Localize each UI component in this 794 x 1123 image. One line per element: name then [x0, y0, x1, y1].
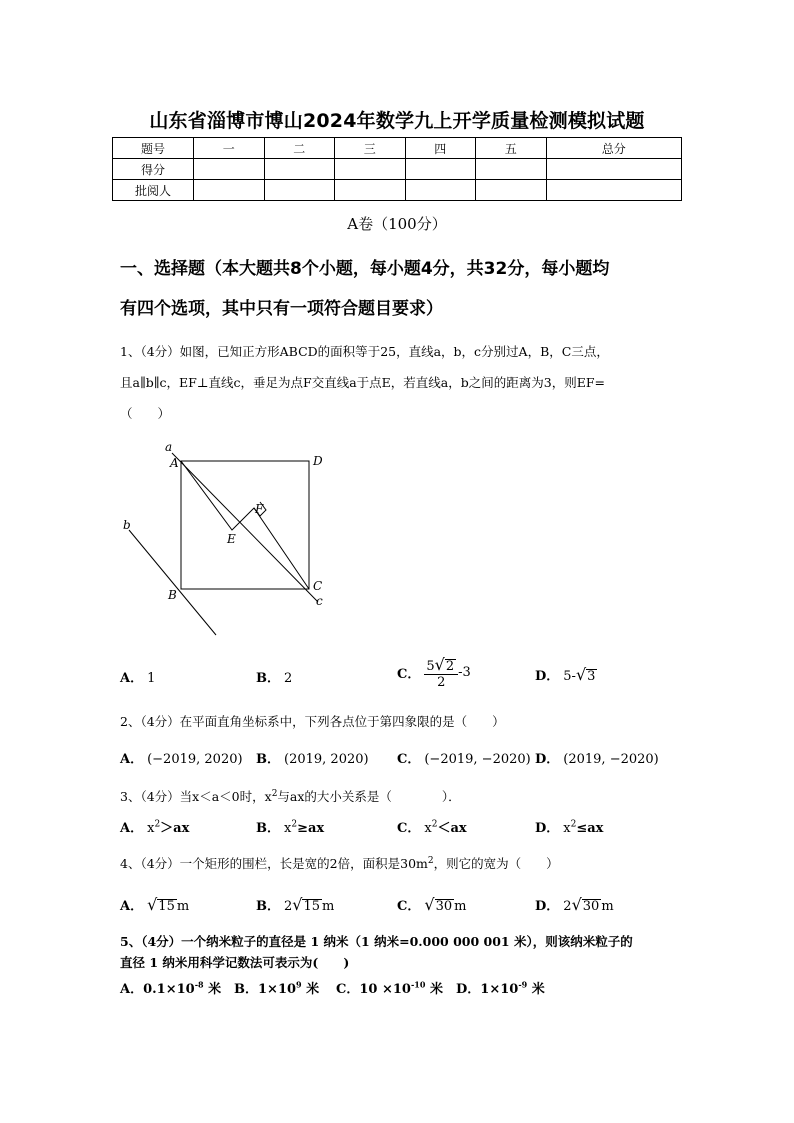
option-label: A．	[120, 671, 144, 686]
option-d[interactable]: D． 5-√3	[535, 665, 596, 684]
option-c[interactable]: C． √30 m	[397, 895, 467, 914]
option-label: C．	[336, 982, 360, 997]
option-tail: -3	[458, 665, 471, 680]
option-a[interactable]	[120, 748, 243, 767]
option-d[interactable]	[535, 748, 659, 767]
option-label: B．	[256, 899, 280, 914]
table-cell: 四	[405, 138, 476, 159]
option-label: B．	[256, 821, 280, 836]
option-c[interactable]	[397, 655, 471, 690]
question-1-blank: （ ）	[120, 406, 171, 421]
option-d[interactable]: D．$1\times 10^{-9}$ 米	[456, 979, 545, 997]
table-cell: 三	[335, 138, 406, 159]
option-b[interactable]: B． $x^2\ge ax$	[256, 819, 325, 836]
square-abcd	[181, 461, 309, 589]
option-label: B．	[256, 752, 280, 767]
option-value: 1	[147, 671, 156, 686]
option-value: 2	[284, 671, 293, 686]
option-c[interactable]	[397, 748, 531, 767]
label-E: E	[227, 532, 236, 546]
question-5-text: 5、（4分）一个纳米粒子的直径是 1 纳米（1 纳米=0.000 000 001 米），则该纳米粒子的	[120, 934, 633, 949]
option-label: D．	[535, 899, 560, 914]
option-b[interactable]	[256, 748, 369, 767]
option-value: (−2019, −2020)	[424, 752, 531, 767]
fraction: $\frac{5√2}{2}$	[424, 655, 458, 690]
option-a[interactable]: A．$0.1\times 10^{-8}$ 米	[120, 979, 222, 997]
option-label: C．	[397, 821, 421, 836]
option-b[interactable]: B．$1\times 10^9$ 米	[234, 979, 320, 997]
table-cell: 五	[476, 138, 547, 159]
part-heading: 一、选择题（本大题共8个小题，每小题4分，共32分，每小题均	[120, 259, 610, 279]
score-table	[112, 137, 682, 201]
line-b	[129, 530, 216, 635]
option-a[interactable]: A． √15 m	[120, 895, 190, 914]
question-4-text: 4、（4分）一个矩形的围栏，长是宽的2倍，面积是$30m^2$，则它的宽为（ ）	[120, 855, 559, 871]
option-c[interactable]: C． $x^2<ax$	[397, 819, 467, 836]
option-label: C．	[397, 899, 421, 914]
option-label: A．	[120, 982, 144, 997]
table-row	[113, 159, 682, 180]
table-row	[113, 180, 682, 201]
label-b: b	[123, 518, 131, 532]
table-row	[113, 138, 682, 159]
table-cell: 总分	[546, 138, 682, 159]
option-d[interactable]: D． 2√30 m	[535, 895, 614, 914]
option-label: B．	[256, 671, 280, 686]
option-label: C．	[397, 667, 421, 682]
option-value: (−2019, 2020)	[147, 752, 243, 767]
option-label: D．	[535, 669, 560, 684]
radicand: 2	[445, 659, 455, 674]
question-1-text-cont: 且a∥b∥c，EF⊥直线c，垂足为点F交直线a于点E，若直线a，b之间的距离为3，则EF=	[120, 375, 605, 390]
square-figure	[115, 436, 345, 641]
option-label: C．	[397, 752, 421, 767]
table-cell: 批阅人	[113, 180, 194, 201]
label-F: F	[255, 502, 264, 516]
part-heading-cont: 有四个选项，其中只有一项符合题目要求）	[120, 299, 443, 319]
question-2-text: 2、（4分）在平面直角坐标系中，下列各点位于第四象限的是（ ）	[120, 714, 505, 729]
label-B: B	[168, 588, 177, 602]
label-a: a	[165, 440, 173, 454]
label-C: C	[313, 579, 323, 593]
label-D: D	[313, 454, 323, 468]
table-cell: 二	[264, 138, 335, 159]
question-1-text: 1、（4分）如图，已知正方形ABCD的面积等于25，直线a，b，c分别过A，B，C三点，	[120, 344, 609, 359]
option-d[interactable]: D． $x^2\le ax$	[535, 819, 604, 836]
option-a[interactable]: A． $x^2>ax$	[120, 819, 190, 836]
label-A: A	[170, 456, 179, 470]
option-value: (2019, −2020)	[563, 752, 659, 767]
table-cell: 得分	[113, 159, 194, 180]
option-label: A．	[120, 821, 144, 836]
line-a	[172, 453, 318, 602]
option-b[interactable]: B． 2√15 m	[256, 895, 335, 914]
option-label: B．	[234, 982, 258, 997]
question-5-text-cont: 直径 1 纳米用科学记数法可表示为( )	[120, 955, 350, 970]
option-c[interactable]: C．$10 \times 10^{-10}$ 米	[336, 979, 443, 997]
option-a[interactable]	[120, 667, 155, 686]
table-cell: 题号	[113, 138, 194, 159]
option-b[interactable]	[256, 667, 292, 686]
table-cell: 一	[194, 138, 265, 159]
option-label: D．	[535, 752, 560, 767]
radicand: 3	[587, 669, 596, 684]
segment-e-f	[181, 461, 309, 589]
option-label: A．	[120, 752, 144, 767]
label-c: c	[316, 594, 323, 608]
option-label: D．	[535, 821, 560, 836]
option-label: D．	[456, 982, 481, 997]
option-label: A．	[120, 899, 144, 914]
option-value: (2019, 2020)	[284, 752, 369, 767]
question-3-text: 3、（4分）当x＜a＜0时，$x^2$与ax的大小关系是（ ）．	[120, 788, 461, 804]
page-title: 山东省淄博市博山2024年数学九上开学质量检测模拟试题	[149, 110, 645, 132]
section-title: A卷（100分）	[347, 215, 447, 233]
